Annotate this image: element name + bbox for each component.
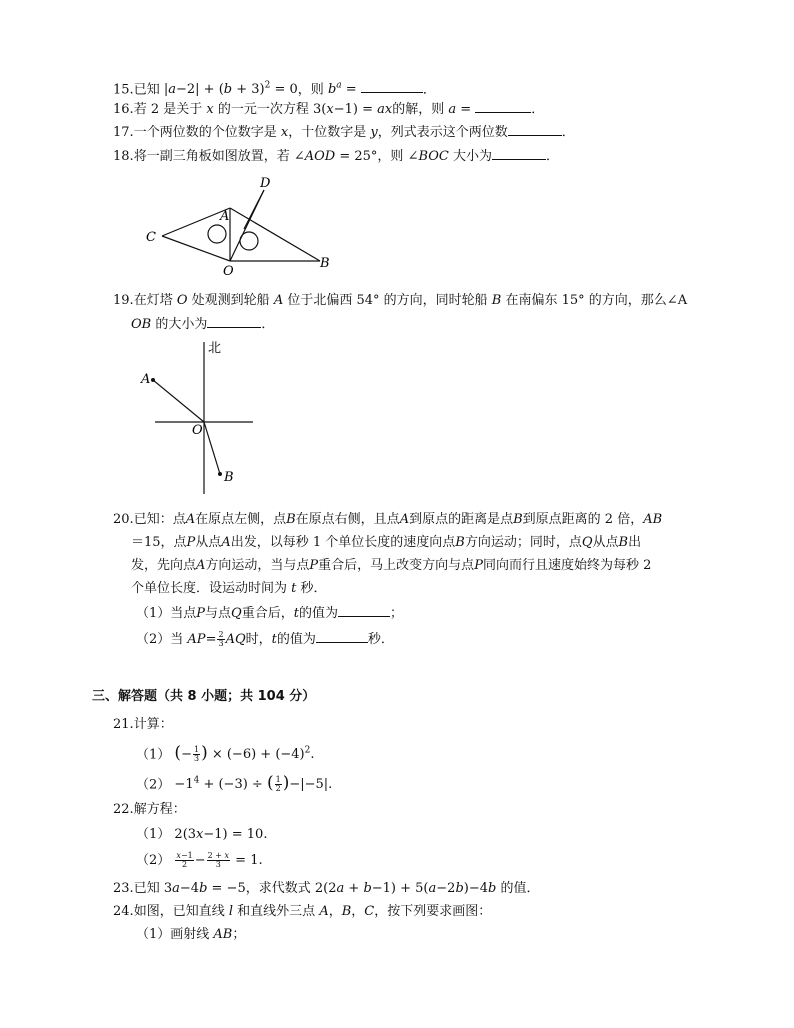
label-o: O	[192, 423, 203, 438]
question-17: 17.一个两位数的个位数字是 x，十位数字是 y，列式表示这个两位数 ．	[113, 125, 575, 140]
question-24-part-1: （1）画射线 AB；	[136, 927, 246, 942]
answer-blank[interactable]	[338, 604, 390, 617]
question-number: 16.	[113, 102, 134, 117]
question-20-line-3: 发，先向点A方向运动，当与点P重合后，马上改变方向与点P同向而行且速度始终为每秒 2	[131, 558, 652, 573]
condition: AP= $\frac{2}{3}$ AQ	[187, 630, 246, 648]
question-22-part-2: （2） $\frac{x-1}{2}$ − $\frac{2 + x}{3}$ = 1.	[136, 851, 263, 869]
ray-oa	[153, 380, 204, 422]
label-b: B	[224, 470, 234, 485]
answer-blank[interactable]	[508, 123, 562, 136]
north-label: 北	[208, 341, 222, 356]
question-number: 15.	[113, 82, 134, 98]
question-23: 23.已知 3a−4b = −5，求代数式 2(2a + b−1) + 5(a−2b)−4b 的值．	[113, 881, 540, 896]
answer-blank[interactable]	[361, 80, 423, 93]
question-15: 15.已知 $|a-2| + (b + 3)^2 = 0$，则 $b^a$ = ．	[113, 81, 436, 98]
question-number: 18.	[113, 149, 134, 164]
answer-blank[interactable]	[316, 630, 368, 643]
condition: 3a−4b = −5	[163, 881, 246, 896]
figure-18-triangle-rulers	[140, 175, 340, 280]
ruler-hole-left	[208, 225, 226, 243]
angle-aod: ∠AOD = 25°	[293, 149, 378, 164]
question-number: 23.	[113, 881, 134, 896]
question-21: 21.计算：	[113, 717, 173, 732]
expression: $b^a$ =	[327, 81, 357, 98]
expression: $-1^4 + (-3)$ ÷ ( $\frac{1}{2}$ )−|−5|.	[174, 773, 333, 794]
equation: 2(3x−1) = 10.	[174, 827, 268, 842]
question-19-line-1: 19.在灯塔 O 处观测到轮船 A 位于北偏西 54° 的方向，同时轮船 B 在南偏东 15° 的方向，那么∠A	[113, 293, 688, 308]
label-o: O	[223, 264, 234, 279]
label-c: C	[146, 230, 156, 245]
label-a: A	[220, 209, 230, 224]
segment-dd	[244, 190, 264, 229]
question-number: 24.	[113, 904, 134, 919]
question-20-line-1: 20.已知：点A在原点左侧，点B在原点右侧，且点A到原点的距离是点B到原点距离的 2 倍，AB	[113, 512, 663, 527]
answer-blank[interactable]	[475, 100, 531, 113]
angle-boc: ∠BOC	[407, 149, 449, 164]
question-20-part-2: （2）当 AP= $\frac{2}{3}$ AQ时，t的值为 秒．	[136, 630, 394, 648]
answer-blank[interactable]	[207, 315, 261, 328]
label-b: B	[320, 256, 330, 271]
question-number: 20.	[113, 512, 134, 527]
ruler-hole-right	[240, 232, 258, 250]
answer-blank[interactable]	[492, 147, 546, 160]
question-number: 19.	[113, 293, 134, 308]
question-21-part-2: $(2) -1^4 + (-3)$ ÷ ( $\frac{1}{2}$ )−|−5|.	[136, 773, 333, 794]
question-20-part-1: （1）当点P与点Q重合后，t的值为 ；	[136, 606, 403, 621]
question-19-line-2: OB 的大小为 ．	[131, 317, 275, 332]
figure-19-bearing	[138, 338, 258, 498]
question-20-line-4: 个单位长度．设运动时间为 t 秒．	[131, 581, 327, 596]
point-b	[218, 472, 222, 476]
segment-co	[162, 236, 230, 261]
question-16: 16.若 2 是关于 x 的一元一次方程 3(x−1) = ax的解，则 a = ．	[113, 102, 545, 117]
equation: $\frac{x-1}{2}$ − $\frac{2 + x}{3}$ = 1.	[176, 851, 263, 869]
ray-ob	[204, 422, 220, 474]
question-24: 24.如图，已知直线 l 和直线外三点 A，B，C，按下列要求画图：	[113, 904, 492, 919]
equation: 3(x−1) = ax	[313, 102, 393, 117]
question-18: 18.将一副三角板如图放置，若 ∠AOD = 25°，则 ∠BOC 大小为 ．	[113, 149, 560, 164]
section-heading: 三、解答题（共 8 小题；共 104 分）	[92, 689, 316, 704]
equation: $|a-2| + (b + 3)^2 = 0$	[163, 81, 298, 98]
expression: 2(2a + b−1) + 5(a−2b)−4b	[314, 881, 497, 896]
question-22-part-1: （1） 2(3x−1) = 10.	[136, 827, 268, 842]
expression: (− $\frac{1}{3}$ ) × $(-6) + (-4)^2$.	[174, 743, 315, 764]
question-20-line-2: ＝15，点P从点A出发，以每秒 1 个单位长度的速度向点B方向运动；同时，点Q从点B出	[131, 535, 642, 550]
question-number: 17.	[113, 125, 134, 140]
question-22: 22.解方程：	[113, 802, 186, 817]
label-d: D	[260, 176, 271, 191]
point-a	[151, 378, 155, 382]
question-number: 21.	[113, 717, 134, 732]
question-number: 22.	[113, 802, 134, 817]
label-a: A	[141, 372, 151, 387]
question-21-part-1: （1） (− $\frac{1}{3}$ ) × $(-6) + (-4)^2$.	[136, 743, 315, 764]
